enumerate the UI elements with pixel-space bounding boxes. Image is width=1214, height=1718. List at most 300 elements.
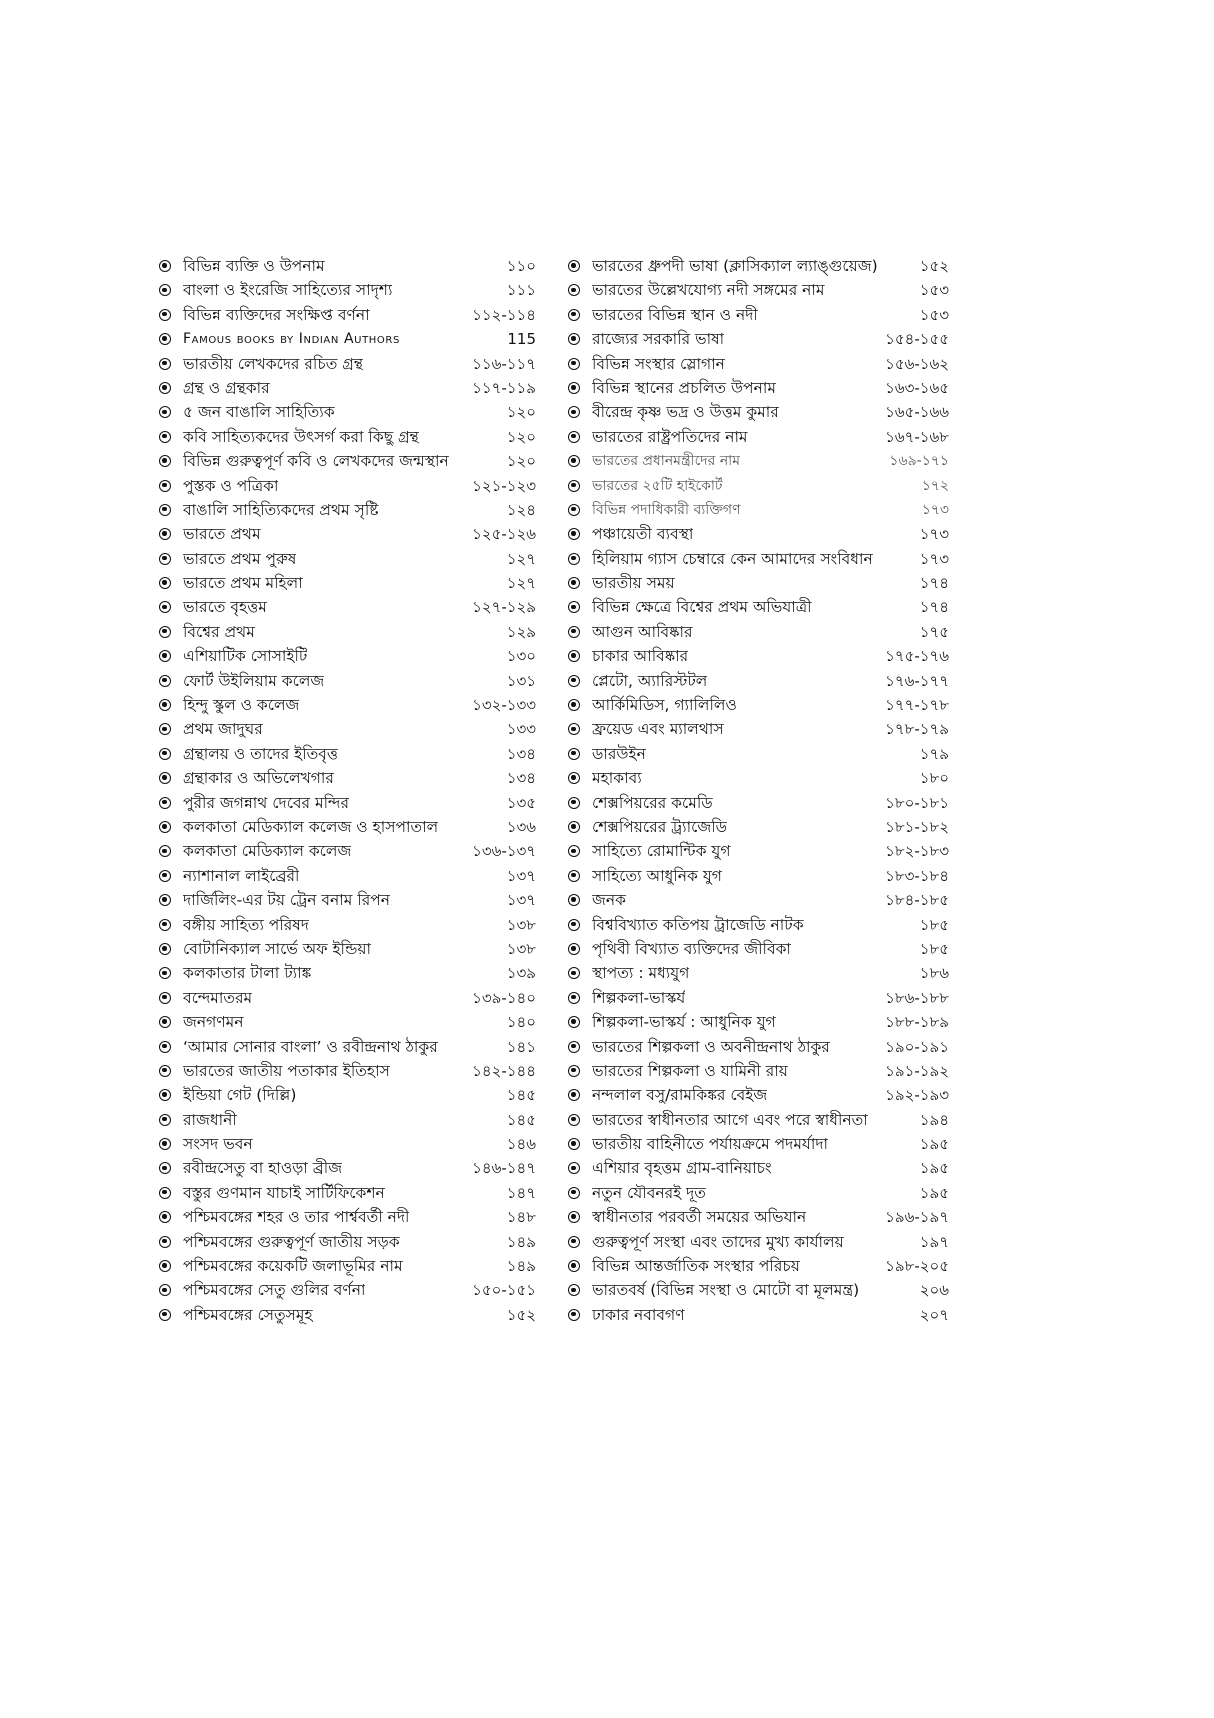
toc-entry-page-number: ১১০: [506, 257, 536, 275]
toc-entry-page-number: ১৪০: [506, 1013, 536, 1032]
toc-entry: [567, 1108, 967, 1132]
circled-dot-bullet-icon: [159, 967, 171, 979]
toc-entry-title: রবীন্দ্রসেতু বা হাওড়া ব্রীজ: [183, 1159, 343, 1178]
toc-entry-title: পৃথিবী বিখ্যাত ব্যক্তিদের জীবিকা: [592, 939, 791, 958]
toc-entry-page-number: ১৬৯-১৭১: [889, 453, 949, 470]
toc-entry-title: ভারতের জাতীয় পতাকার ইতিহাস: [183, 1061, 390, 1080]
toc-entry-page-number: ১৯০-১৯১: [885, 1037, 949, 1056]
toc-entry-page-number: ১৭৪: [919, 598, 949, 617]
toc-entry-page-number: ১৪৯: [506, 1257, 536, 1276]
circled-dot-bullet-icon: [159, 626, 171, 638]
toc-entry-page-number: ১৯৬-১৯৭: [885, 1208, 949, 1227]
toc-entry-title: বীরেন্দ্র কৃষ্ণ ভদ্র ও উত্তম কুমার: [592, 403, 779, 422]
toc-entry-title: আগুন আবিষ্কার: [592, 622, 693, 641]
toc-entry: [567, 522, 967, 546]
toc-entry: [567, 693, 967, 717]
toc-entry: [567, 474, 967, 498]
circled-dot-bullet-icon: [159, 1187, 171, 1199]
toc-entry: [158, 717, 558, 741]
toc-entry-title: এশিয়াটিক সোসাইটি: [183, 647, 308, 666]
toc-entry-page-number: ১৪৯: [506, 1232, 536, 1251]
toc-entry-title: শিল্পকলা-ভাস্কর্য : আধুনিক যুগ: [592, 1013, 776, 1032]
toc-entry: [567, 888, 967, 912]
toc-entry-title: বিভিন্ন ব্যক্তিদের সংক্ষিপ্ত বর্ণনা: [183, 305, 370, 324]
toc-entry: [158, 425, 558, 449]
toc-entry-title: বস্তুর গুণমান যাচাই সার্টিফিকেশন: [183, 1183, 385, 1202]
circled-dot-bullet-icon: [568, 1016, 580, 1028]
circled-dot-bullet-icon: [159, 480, 171, 492]
toc-entry-title: কলকাতা মেডিক্যাল কলেজ ও হাসপাতাল: [183, 817, 439, 836]
circled-dot-bullet-icon: [568, 1138, 580, 1150]
toc-entry: [158, 303, 558, 327]
circled-dot-bullet-icon: [568, 358, 580, 370]
toc-entry-page-number: ১৪৮: [506, 1208, 536, 1227]
toc-entry: [567, 1181, 967, 1205]
toc-entry-title: ভারতের শিল্পকলা ও অবনীন্দ্রনাথ ঠাকুর: [592, 1037, 830, 1056]
toc-entry-page-number: ১৯৫: [919, 1159, 949, 1178]
toc-entry-page-number: ১৪৬-১৪৭: [472, 1159, 536, 1178]
toc-entry-title: ৫ জন বাঙালি সাহিত্যিক: [183, 403, 335, 422]
circled-dot-bullet-icon: [568, 1089, 580, 1101]
circled-dot-bullet-icon: [159, 723, 171, 735]
toc-entry-title: বাংলা ও ইংরেজি সাহিত্যের সাদৃশ্য: [183, 281, 393, 300]
circled-dot-bullet-icon: [159, 675, 171, 687]
toc-entry-page-number: ১৮৬-১৮৮: [885, 988, 949, 1007]
circled-dot-bullet-icon: [568, 748, 580, 760]
toc-entry-page-number: ১৮৫: [919, 915, 949, 934]
toc-entry: [158, 1303, 558, 1327]
circled-dot-bullet-icon: [568, 504, 580, 516]
toc-entry-title: হিলিয়াম গ্যাস চেম্বারে কেন আমাদের সংবিধান: [592, 549, 873, 568]
toc-entry: [567, 815, 967, 839]
circled-dot-bullet-icon: [568, 675, 580, 687]
circled-dot-bullet-icon: [568, 992, 580, 1004]
toc-entry: [158, 547, 558, 571]
circled-dot-bullet-icon: [159, 1309, 171, 1321]
toc-entry-title: গ্রন্থালয় ও তাদের ইতিবৃত্ত: [183, 744, 338, 763]
toc-entry: [158, 1059, 558, 1083]
toc-entry: [567, 1156, 967, 1180]
toc-entry: [567, 1132, 967, 1156]
toc-entry: [158, 815, 558, 839]
toc-entry: [567, 620, 967, 644]
circled-dot-bullet-icon: [568, 723, 580, 735]
toc-entry: [158, 498, 558, 522]
toc-entry: [567, 961, 967, 985]
toc-entry-page-number: ১৩৮: [506, 939, 536, 958]
toc-entry-title: ভারতবর্ষ (বিভিন্ন সংস্থা ও মোটো বা মূলমন্ত্র): [592, 1281, 860, 1300]
toc-entry: [567, 1010, 967, 1034]
circled-dot-bullet-icon: [159, 870, 171, 882]
circled-dot-bullet-icon: [568, 260, 580, 272]
circled-dot-bullet-icon: [568, 455, 580, 467]
toc-entry-page-number: 115: [507, 330, 536, 349]
toc-entry: [158, 1156, 558, 1180]
toc-entry: [567, 498, 967, 522]
toc-entry: [567, 327, 967, 351]
toc-entry-page-number: ১৭৬-১৭৭: [885, 671, 949, 690]
toc-entry-page-number: ১৫৪-১৫৫: [885, 330, 949, 349]
circled-dot-bullet-icon: [159, 406, 171, 418]
toc-entry-page-number: ১৩৯: [506, 964, 536, 983]
toc-entry-title: পশ্চিমবঙ্গের গুরুত্বপূর্ণ জাতীয় সড়ক: [183, 1232, 400, 1251]
circled-dot-bullet-icon: [159, 992, 171, 1004]
circled-dot-bullet-icon: [159, 455, 171, 467]
circled-dot-bullet-icon: [568, 1114, 580, 1126]
toc-entry-page-number: ১৮০-১৮১: [885, 793, 949, 812]
toc-entry-page-number: ১৪৬: [506, 1135, 536, 1154]
toc-entry: [158, 1010, 558, 1034]
toc-entry-page-number: ১২৭: [506, 574, 536, 593]
toc-entry: [567, 937, 967, 961]
toc-entry: [158, 986, 558, 1010]
circled-dot-bullet-icon: [159, 894, 171, 906]
toc-entry-title: ভারতের শিল্পকলা ও যামিনী রায়: [592, 1061, 788, 1080]
toc-entry: [567, 376, 967, 400]
toc-entry-page-number: ১১৭-১১৯: [472, 378, 536, 397]
toc-entry-title: রাজ্যের সরকারি ভাষা: [592, 330, 725, 349]
toc-entry-title: ইন্ডিয়া গেট (দিল্লি): [183, 1086, 297, 1105]
toc-entry-title: হিন্দু স্কুল ও কলেজ: [183, 696, 300, 715]
toc-entry: [567, 400, 967, 424]
toc-entry-title: কলকাতা মেডিক্যাল কলেজ: [183, 842, 352, 861]
circled-dot-bullet-icon: [568, 1211, 580, 1223]
toc-entry-title: বিভিন্ন গুরুত্বপূর্ণ কবি ও লেখকদের জন্মস্থান: [183, 452, 449, 471]
toc-entry: [158, 693, 558, 717]
toc-entry-page-number: ১৩৬-১৩৭: [472, 842, 536, 861]
toc-entry-page-number: ১২৭-১২৯: [472, 598, 536, 617]
toc-entry-title: সংসদ ভবন: [183, 1135, 253, 1154]
toc-entry-title: স্বাধীনতার পরবর্তী সময়ের অভিযান: [592, 1208, 807, 1227]
circled-dot-bullet-icon: [568, 845, 580, 857]
circled-dot-bullet-icon: [568, 821, 580, 833]
toc-entry-page-number: ১৩১: [506, 671, 536, 690]
toc-entry-title: ভারতীয় সময়: [592, 574, 675, 593]
toc-entry-title: বিভিন্ন স্থানের প্রচলিত উপনাম: [592, 378, 776, 397]
toc-entry: [567, 742, 967, 766]
toc-entry: [567, 766, 967, 790]
toc-entry-page-number: ১১৬-১১৭: [472, 354, 536, 373]
circled-dot-bullet-icon: [159, 553, 171, 565]
toc-entry-title: ভারতে প্রথম মহিলা: [183, 574, 303, 593]
toc-entry: [567, 839, 967, 863]
toc-entry-page-number: ১৫০-১৫১: [472, 1281, 536, 1300]
toc-entry-page-number: ১৯৫: [919, 1183, 949, 1202]
circled-dot-bullet-icon: [568, 431, 580, 443]
toc-entry-title: বিভিন্ন পদাধিকারী ব্যক্তিগণ: [592, 501, 741, 518]
toc-entry: [567, 791, 967, 815]
toc-entry-title: ভারতের প্রধানমন্ত্রীদের নাম: [592, 453, 741, 470]
toc-entry-page-number: ১৩৮: [506, 915, 536, 934]
toc-entry: [567, 303, 967, 327]
toc-entry-title: বিভিন্ন ব্যক্তি ও উপনাম: [183, 257, 325, 275]
toc-entry-page-number: ১৬৭-১৬৮: [885, 427, 949, 446]
toc-entry-page-number: ১৩০: [506, 647, 536, 666]
toc-entry-page-number: ১৯১-১৯২: [885, 1061, 949, 1080]
toc-entry-page-number: ১৮০: [919, 769, 949, 788]
toc-entry-title: বন্দেমাতরম: [183, 988, 253, 1007]
circled-dot-bullet-icon: [159, 748, 171, 760]
toc-entry-page-number: ১৩৯-১৪০: [472, 988, 536, 1007]
toc-entry-title: বিভিন্ন ক্ষেত্রে বিশ্বের প্রথম অভিযাত্রী: [592, 598, 812, 617]
circled-dot-bullet-icon: [568, 382, 580, 394]
toc-entry-page-number: ১৩৩: [506, 720, 536, 739]
toc-entry-title: আর্কিমিডিস, গ্যালিলিও: [592, 696, 737, 715]
toc-entry-page-number: ১৭৩: [919, 549, 949, 568]
toc-entry-page-number: ১৩৬: [506, 817, 536, 836]
toc-entry-page-number: ১৮২-১৮৩: [885, 842, 949, 861]
toc-entry: [158, 1132, 558, 1156]
toc-entry: [158, 254, 558, 278]
circled-dot-bullet-icon: [568, 797, 580, 809]
circled-dot-bullet-icon: [159, 1162, 171, 1174]
toc-entry: [567, 1278, 967, 1302]
toc-entry-page-number: ১৩৭: [506, 891, 536, 910]
toc-entry-title: ভারতীয় বাহিনীতে পর্যায়ক্রমে পদমর্যাদা: [592, 1135, 828, 1154]
toc-entry-page-number: ১৭৯: [919, 744, 949, 763]
toc-entry-title: সাহিত্যে আধুনিক যুগ: [592, 866, 722, 885]
circled-dot-bullet-icon: [568, 528, 580, 540]
toc-entry: [158, 669, 558, 693]
toc-entry-page-number: ১৩৭: [506, 866, 536, 885]
circled-dot-bullet-icon: [568, 699, 580, 711]
circled-dot-bullet-icon: [159, 260, 171, 272]
circled-dot-bullet-icon: [159, 284, 171, 296]
toc-entry-title: ভারতের উল্লেখযোগ্য নদী সঙ্গমের নাম: [592, 281, 825, 300]
toc-entry: [567, 1083, 967, 1107]
circled-dot-bullet-icon: [568, 1065, 580, 1077]
toc-entry-title: ডারউইন: [592, 744, 646, 763]
toc-column-left: [158, 254, 558, 1327]
circled-dot-bullet-icon: [159, 309, 171, 321]
toc-entry-title: এশিয়ার বৃহত্তম গ্রাম-বানিয়াচং: [592, 1159, 772, 1178]
toc-entry-page-number: ১৭২: [921, 477, 949, 494]
circled-dot-bullet-icon: [568, 943, 580, 955]
circled-dot-bullet-icon: [568, 1236, 580, 1248]
toc-entry: [158, 1278, 558, 1302]
toc-entry: [567, 1035, 967, 1059]
toc-entry-page-number: ১৬৩-১৬৫: [885, 378, 949, 397]
toc-entry-page-number: ১৮৬: [919, 964, 949, 983]
toc-entry: [158, 278, 558, 302]
toc-entry: [158, 1205, 558, 1229]
toc-entry-page-number: ১৫৩: [919, 305, 949, 324]
toc-entry-page-number: ১১২-১১৪: [472, 305, 536, 324]
toc-entry-title: শেক্সপিয়রের ট্র্যাজেডি: [592, 817, 728, 836]
toc-entry-title: ভারতের ধ্রুপদী ভাষা (ক্লাসিক্যাল ল্যাঙ্গুয়েজ): [592, 257, 878, 275]
circled-dot-bullet-icon: [159, 1236, 171, 1248]
toc-entry-page-number: ১৭৫: [919, 622, 949, 641]
circled-dot-bullet-icon: [568, 333, 580, 345]
toc-entry: [158, 1181, 558, 1205]
toc-entry-title: গ্রন্থাকার ও অভিলেখগার: [183, 769, 334, 788]
toc-entry-title: প্রথম জাদুঘর: [183, 720, 263, 739]
circled-dot-bullet-icon: [568, 309, 580, 321]
circled-dot-bullet-icon: [159, 1089, 171, 1101]
toc-entry-page-number: ১৭৮-১৭৯: [885, 720, 949, 739]
toc-entry-page-number: ১৪২-১৪৪: [472, 1061, 536, 1080]
circled-dot-bullet-icon: [159, 821, 171, 833]
toc-entry: [158, 595, 558, 619]
circled-dot-bullet-icon: [568, 1260, 580, 1272]
toc-entry: [158, 1254, 558, 1278]
toc-entry: [567, 571, 967, 595]
circled-dot-bullet-icon: [568, 967, 580, 979]
circled-dot-bullet-icon: [159, 358, 171, 370]
toc-entry-page-number: ১২০: [506, 403, 536, 422]
toc-entry-page-number: ১৭৩: [921, 501, 949, 518]
toc-entry-page-number: ১২৫-১২৬: [472, 525, 536, 544]
toc-entry: [158, 571, 558, 595]
circled-dot-bullet-icon: [568, 601, 580, 613]
toc-entry-title: জনগণমন: [183, 1013, 244, 1032]
toc-entry-title: শিল্পকলা-ভাস্কর্য: [592, 988, 686, 1007]
toc-entry-title: বিশ্বের প্রথম: [183, 622, 255, 641]
toc-entry-page-number: ১৫২: [506, 1305, 536, 1324]
toc-entry-title: মহাকাব্য: [592, 769, 642, 788]
toc-entry-title: পঞ্চায়েতী ব্যবস্থা: [592, 525, 694, 544]
circled-dot-bullet-icon: [568, 284, 580, 296]
toc-entry-title: জনক: [592, 891, 626, 910]
toc-entry-title: দার্জিলিং-এর টয় ট্রেন বনাম রিপন: [183, 891, 391, 910]
toc-entry: [567, 913, 967, 937]
toc-entry: [158, 644, 558, 668]
circled-dot-bullet-icon: [159, 333, 171, 345]
toc-entry: [567, 864, 967, 888]
circled-dot-bullet-icon: [159, 1016, 171, 1028]
toc-entry-page-number: ১৩৫: [506, 793, 536, 812]
toc-entry-title: গ্রন্থ ও গ্রন্থকার: [183, 378, 270, 397]
toc-entry-page-number: ১৫২: [919, 257, 949, 275]
toc-entry-title: ফোর্ট উইলিয়াম কলেজ: [183, 671, 325, 690]
toc-entry: [158, 1035, 558, 1059]
circled-dot-bullet-icon: [159, 943, 171, 955]
toc-entry-page-number: ১৮৫: [919, 939, 949, 958]
toc-entry-title: ভারতের রাষ্ট্রপতিদের নাম: [592, 427, 748, 446]
circled-dot-bullet-icon: [159, 1260, 171, 1272]
toc-entry-page-number: ১৬৫-১৬৬: [885, 403, 949, 422]
toc-entry: [158, 913, 558, 937]
circled-dot-bullet-icon: [159, 772, 171, 784]
toc-entry-title: প্লেটো, অ্যারিস্টটল: [592, 671, 708, 690]
toc-entry: [567, 449, 967, 473]
toc-entry: [158, 864, 558, 888]
circled-dot-bullet-icon: [159, 528, 171, 540]
toc-entry: [158, 400, 558, 424]
toc-entry-page-number: ২০৭: [919, 1305, 949, 1324]
circled-dot-bullet-icon: [568, 894, 580, 906]
circled-dot-bullet-icon: [568, 1309, 580, 1321]
toc-entry-page-number: ১৭৪: [919, 574, 949, 593]
toc-entry-page-number: ১২০: [506, 452, 536, 471]
toc-entry-page-number: ১৯৪: [919, 1110, 949, 1129]
toc-entry-title: ভারতে বৃহত্তম: [183, 598, 267, 617]
toc-entry: [158, 961, 558, 985]
toc-entry: [158, 522, 558, 546]
circled-dot-bullet-icon: [568, 772, 580, 784]
toc-entry-title: পশ্চিমবঙ্গের শহর ও তার পার্শ্ববর্তী নদী: [183, 1208, 410, 1227]
circled-dot-bullet-icon: [568, 1187, 580, 1199]
toc-entry-page-number: ১৫৩: [919, 281, 949, 300]
toc-entry: [567, 644, 967, 668]
toc-entry-page-number: ১৮৮-১৮৯: [885, 1013, 949, 1032]
toc-entry-page-number: ১২১-১২৩: [472, 476, 536, 495]
toc-entry-page-number: ১৯৭: [919, 1232, 949, 1251]
toc-entry: [567, 717, 967, 741]
toc-entry-title: ভারতীয় লেখকদের রচিত গ্রন্থ: [183, 354, 364, 373]
circled-dot-bullet-icon: [159, 1065, 171, 1077]
toc-entry: [567, 254, 967, 278]
toc-entry-title: পুরীর জগন্নাথ দেবের মন্দির: [183, 793, 350, 812]
toc-entry-page-number: ১৩৪: [506, 744, 536, 763]
circled-dot-bullet-icon: [568, 577, 580, 589]
toc-entry: [158, 449, 558, 473]
toc-entry-page-number: ১১১: [506, 281, 536, 300]
toc-entry-page-number: ১২৪: [506, 500, 536, 519]
toc-entry-title: ন্যাশানাল লাইব্রেরী: [183, 866, 300, 885]
toc-entry: [567, 1059, 967, 1083]
toc-entry-title: চাকার আবিষ্কার: [592, 647, 689, 666]
toc-entry-title: পশ্চিমবঙ্গের সেতুসমূহ: [183, 1305, 313, 1324]
circled-dot-bullet-icon: [159, 504, 171, 516]
toc-entry: [158, 327, 558, 351]
circled-dot-bullet-icon: [159, 1211, 171, 1223]
toc-entry: [158, 766, 558, 790]
circled-dot-bullet-icon: [159, 1114, 171, 1126]
toc-entry-title: ঢাকার নবাবগণ: [592, 1305, 685, 1324]
circled-dot-bullet-icon: [568, 1041, 580, 1053]
toc-entry: [567, 352, 967, 376]
circled-dot-bullet-icon: [568, 650, 580, 662]
toc-entry-page-number: ১৪৫: [506, 1110, 536, 1129]
toc-entry-title: ভারতের স্বাধীনতার আগে এবং পরে স্বাধীনতা: [592, 1110, 868, 1129]
toc-entry-page-number: ১৮৩-১৮৪: [885, 866, 949, 885]
toc-entry: [158, 1230, 558, 1254]
circled-dot-bullet-icon: [159, 382, 171, 394]
toc-entry-title: বিভিন্ন আন্তর্জাতিক সংস্থার পরিচয়: [592, 1257, 800, 1276]
toc-entry: [567, 595, 967, 619]
toc-entry-page-number: ১৭৭-১৭৮: [885, 696, 949, 715]
toc-entry-page-number: ১২০: [506, 427, 536, 446]
circled-dot-bullet-icon: [159, 797, 171, 809]
toc-entry-page-number: ১৭৫-১৭৬: [885, 647, 949, 666]
circled-dot-bullet-icon: [568, 480, 580, 492]
toc-entry-page-number: ১২৭: [506, 549, 536, 568]
toc-entry: [567, 986, 967, 1010]
toc-entry-title: ভারতের ২৫টি হাইকোর্ট: [592, 477, 723, 494]
circled-dot-bullet-icon: [159, 601, 171, 613]
circled-dot-bullet-icon: [159, 919, 171, 931]
toc-entry: [158, 1083, 558, 1107]
toc-entry-title: নতুন যৌবনরই দূত: [592, 1183, 706, 1202]
toc-entry-title: ফ্রয়েড এবং ম্যালথাস: [592, 720, 724, 739]
toc-entry-title: সাহিত্যে রোমান্টিক যুগ: [592, 842, 731, 861]
toc-entry: [158, 376, 558, 400]
toc-entry: [158, 474, 558, 498]
circled-dot-bullet-icon: [568, 870, 580, 882]
toc-entry-title: ‘আমার সোনার বাংলা’ ও রবীন্দ্রনাথ ঠাকুর: [183, 1037, 438, 1056]
toc-entry: [567, 1254, 967, 1278]
toc-entry-title: পুস্তক ও পত্রিকা: [183, 476, 279, 495]
toc-entry-page-number: ১২৯: [506, 622, 536, 641]
toc-entry: [158, 888, 558, 912]
circled-dot-bullet-icon: [159, 1041, 171, 1053]
toc-entry: [567, 1303, 967, 1327]
toc-entry-title: বিভিন্ন সংস্থার স্লোগান: [592, 354, 725, 373]
circled-dot-bullet-icon: [568, 1162, 580, 1174]
toc-entry-page-number: ১৪৫: [506, 1086, 536, 1105]
circled-dot-bullet-icon: [159, 650, 171, 662]
